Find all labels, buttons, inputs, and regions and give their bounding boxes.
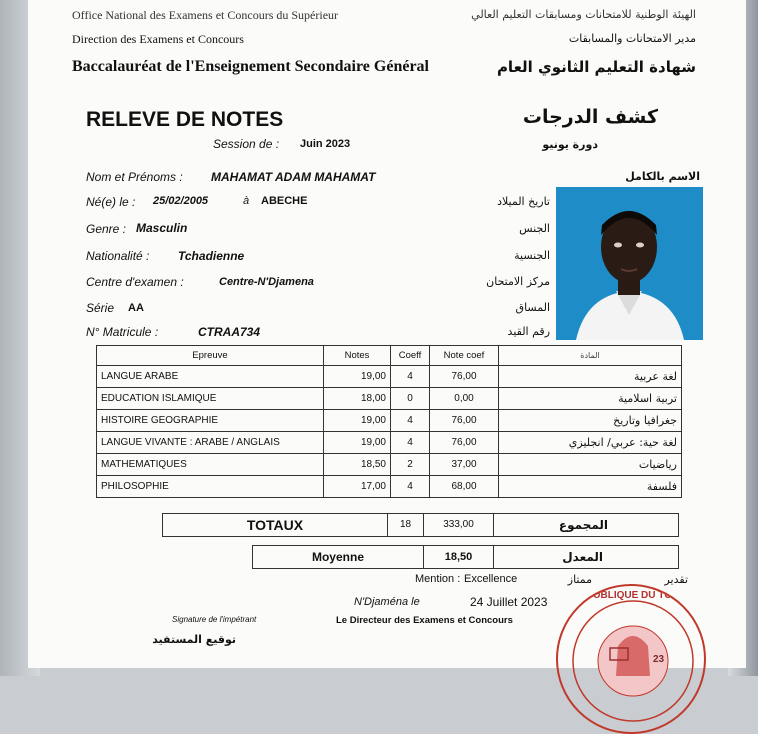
- subject-cell: LANGUE ARABE: [97, 366, 324, 388]
- average-label-box: [252, 545, 424, 569]
- subject-ar-cell: تربية اسلامية: [499, 388, 682, 410]
- note-coef-cell: 0,00: [430, 388, 499, 410]
- coeff-cell: 4: [391, 410, 430, 432]
- center-value: Centre-N'Djamena: [219, 276, 314, 288]
- candidate-photo: [556, 187, 703, 340]
- subject-cell: PHILOSOPHIE: [97, 476, 324, 498]
- note-cell: 17,00: [324, 476, 391, 498]
- table-row: [97, 432, 682, 454]
- coeff-cell: 4: [391, 432, 430, 454]
- table-header-row: [97, 346, 682, 366]
- gender-value: Masculin: [136, 221, 188, 235]
- subject-cell: HISTOIRE GEOGRAPHIE: [97, 410, 324, 432]
- birth-place: ABECHE: [261, 195, 308, 207]
- center-label: Centre d'examen :: [86, 275, 184, 289]
- coeff-cell: 4: [391, 366, 430, 388]
- mention-label-ar: تقدير: [664, 573, 688, 586]
- nationality-label: Nationalité :: [86, 249, 150, 263]
- totals-ar: المجموع: [558, 518, 608, 532]
- director-title: Le Directeur des Examens et Concours: [336, 615, 513, 626]
- gender-ar: الجنس: [519, 222, 550, 235]
- coeff-cell: 0: [391, 388, 430, 410]
- note-cell: 18,50: [324, 454, 391, 476]
- subject-ar-cell: فلسفة: [499, 476, 682, 498]
- page-title-ar: كشف الدرجات: [522, 106, 658, 128]
- average-ar-box: [493, 545, 679, 569]
- subject-ar-cell: رياضيات: [499, 454, 682, 476]
- matricule-ar: رقم القيد: [507, 325, 550, 338]
- subject-ar-cell: لغة عربية: [499, 366, 682, 388]
- note-coef-cell: 37,00: [430, 454, 499, 476]
- session-value: Juin 2023: [300, 138, 351, 150]
- name-value: MAHAMAT ADAM MAHAMAT: [211, 170, 376, 184]
- subject-cell: MATHEMATIQUES: [97, 454, 324, 476]
- totals-total: 333,00: [443, 519, 474, 530]
- note-cell: 19,00: [324, 366, 391, 388]
- gender-label: Genre :: [86, 222, 127, 236]
- table-row: [97, 454, 682, 476]
- totals-coeff-box: [387, 513, 424, 537]
- note-coef-cell: 76,00: [430, 366, 499, 388]
- average-label: Moyenne: [311, 550, 364, 564]
- bac-title-ar: شهادة التعليم الثانوي العام: [496, 58, 696, 76]
- header-epreuve: Epreuve: [97, 346, 324, 366]
- office-name-ar: الهيئة الوطنية للامتحانات ومسابقات التعليم العالي: [471, 8, 696, 21]
- issue-date: 24 Juillet 2023: [470, 595, 548, 609]
- nationality-ar: الجنسية: [514, 249, 550, 262]
- birth-at: à: [243, 195, 250, 207]
- name-label: Nom et Prénoms :: [86, 170, 183, 184]
- average-value-box: [423, 545, 494, 569]
- totals-label: TOTAUX: [246, 517, 304, 533]
- series-value: AA: [128, 302, 144, 314]
- center-ar: مركز الامتحان: [486, 275, 550, 288]
- totals-coeff: 18: [399, 519, 412, 530]
- header-coeff: Coeff: [391, 346, 430, 366]
- series-ar: المساق: [515, 301, 550, 314]
- session-ar: دورة يونيو: [542, 138, 598, 151]
- coeff-cell: 2: [391, 454, 430, 476]
- session-label: Session de :: [213, 137, 280, 151]
- name-ar: الاسم بالكامل: [625, 170, 700, 183]
- header-note-coef: Note coef: [430, 346, 499, 366]
- stamp-text: REPUBLIQUE DU TCHAD: [572, 590, 694, 601]
- series-label: Série: [86, 301, 115, 315]
- official-stamp: [556, 584, 706, 734]
- note-coef-cell: 76,00: [430, 410, 499, 432]
- header-notes: Notes: [324, 346, 391, 366]
- page-title: RELEVE DE NOTES: [86, 108, 284, 131]
- subject-cell: LANGUE VIVANTE : ARABE / ANGLAIS: [97, 432, 324, 454]
- subject-ar-cell: جغرافيا وتاريخ: [499, 410, 682, 432]
- signature-label: Signature de l'impétrant: [172, 615, 257, 624]
- place-label: N'Djaména le: [354, 596, 420, 608]
- note-coef-cell: 76,00: [430, 432, 499, 454]
- average-ar: المعدل: [562, 550, 603, 564]
- nationality-value: Tchadienne: [178, 249, 245, 263]
- mention-value: Excellence: [464, 573, 518, 585]
- subject-cell: EDUCATION ISLAMIQUE: [97, 388, 324, 410]
- totals-label-box: [162, 513, 388, 537]
- subject-ar-cell: لغة حية: عربي/ انجليزي: [499, 432, 682, 454]
- table-row: [97, 388, 682, 410]
- matricule-label: N° Matricule :: [86, 325, 159, 339]
- average-value: 18,50: [444, 551, 473, 563]
- bac-title-fr: Baccalauréat de l'Enseignement Secondaire Général: [72, 58, 429, 75]
- table-row: [97, 410, 682, 432]
- birth-ar: تاريخ الميلاد: [497, 195, 550, 208]
- birth-label: Né(e) le :: [86, 195, 136, 209]
- direction-ar: مدير الامتحانات والمسابقات: [568, 32, 696, 45]
- note-cell: 19,00: [324, 432, 391, 454]
- note-coef-cell: 68,00: [430, 476, 499, 498]
- mention-value-ar: ممتاز: [567, 573, 592, 586]
- table-row: [97, 476, 682, 498]
- totals-total-box: [423, 513, 494, 537]
- mention-label: Mention :: [415, 573, 461, 585]
- grades-table: [96, 345, 682, 498]
- coeff-cell: 4: [391, 476, 430, 498]
- office-name-fr: Office National des Examens et Concours du Supérieur: [72, 8, 339, 22]
- note-cell: 18,00: [324, 388, 391, 410]
- header-subject-ar: المادة: [499, 346, 682, 366]
- signature-ar: توقيع المستفيد: [152, 633, 236, 646]
- note-cell: 19,00: [324, 410, 391, 432]
- birth-date: 25/02/2005: [153, 195, 209, 207]
- totals-ar-box: [493, 513, 679, 537]
- direction-fr: Direction des Examens et Concours: [72, 32, 244, 46]
- matricule-value: CTRAA734: [198, 325, 261, 339]
- table-row: [97, 366, 682, 388]
- stamp-number: 23: [653, 654, 665, 665]
